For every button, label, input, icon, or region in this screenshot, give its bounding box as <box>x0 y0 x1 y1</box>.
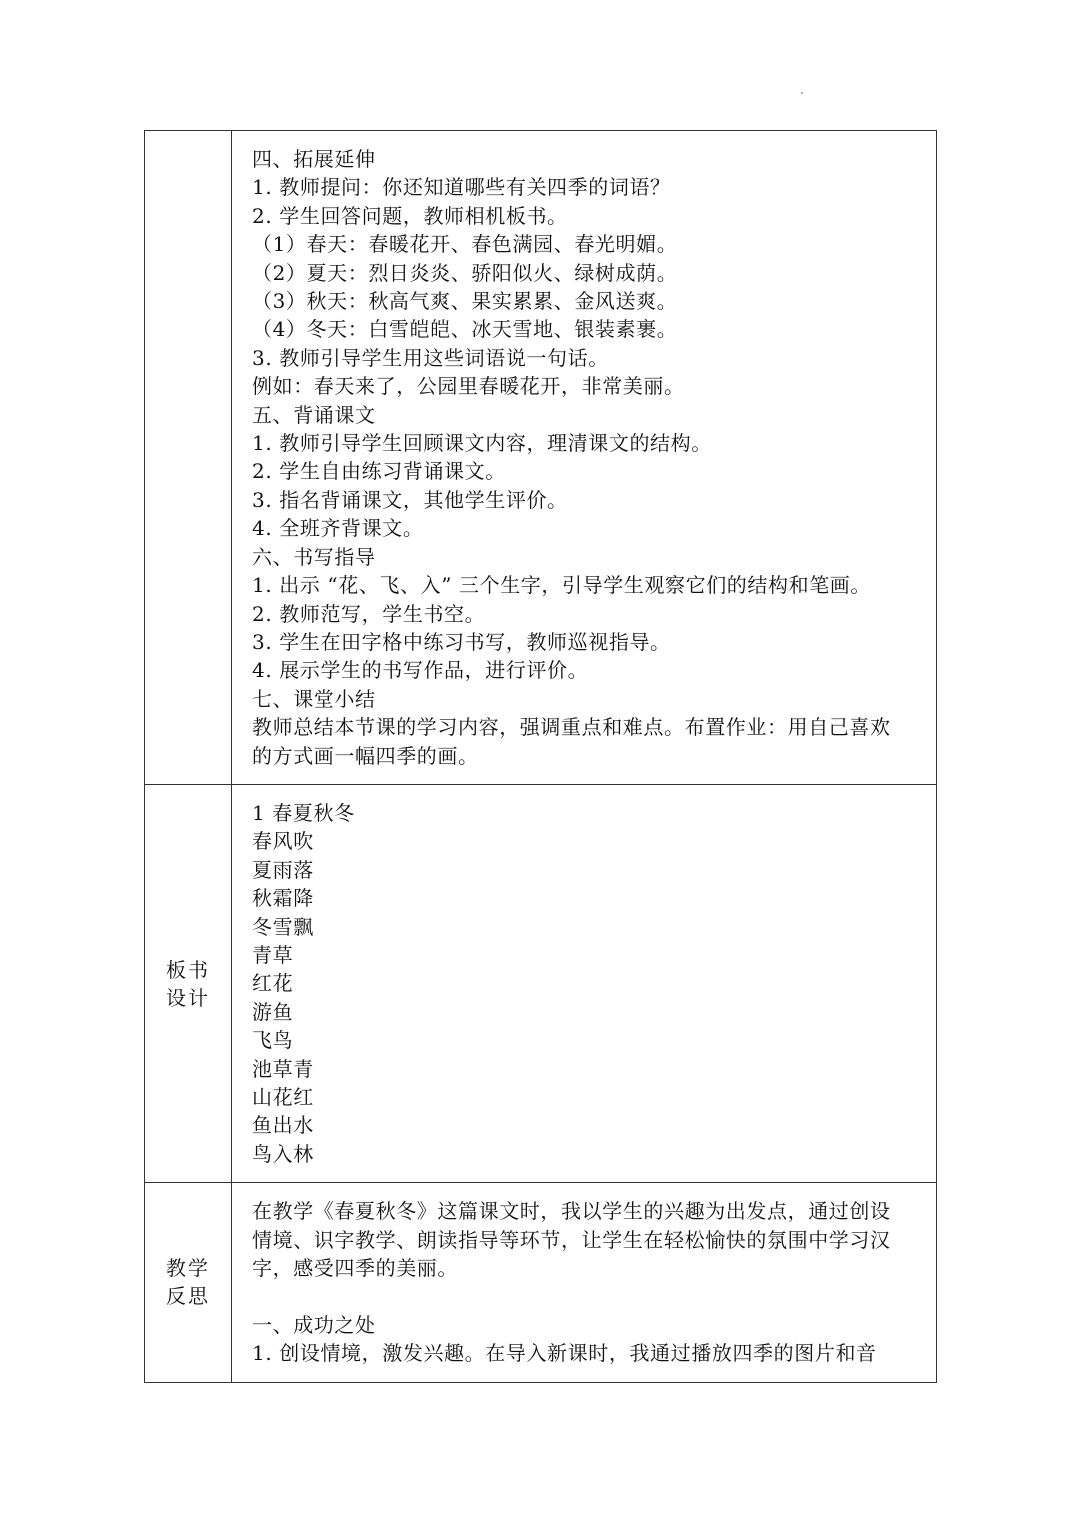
board-line: 鸟入林 <box>252 1141 314 1166</box>
label-line: 教学 <box>166 1256 210 1281</box>
reflection-content-cell <box>232 1183 937 1382</box>
board-line: 青草 <box>252 942 294 967</box>
activity-content-cell <box>232 131 937 785</box>
text-line: 1. 出示 “花、飞、入” 三个生字，引导学生观察它们的结构和笔画。 <box>252 573 872 598</box>
text-line: （1）春天：春暖花开、春色满园、春光明媚。 <box>252 232 678 257</box>
board-line: 红花 <box>252 971 294 996</box>
text-line: 例如：春天来了，公园里春暖花开，非常美丽。 <box>252 374 685 399</box>
text-line: 3. 学生在田字格中练习书写，教师巡视指导。 <box>252 629 671 654</box>
section-heading: 一、成功之处 <box>252 1312 376 1337</box>
text-line: 1. 教师引导学生回顾课文内容，理清课文的结构。 <box>252 431 712 456</box>
text-line: 3. 教师引导学生用这些词语说一句话。 <box>252 345 609 370</box>
board-title: 1 春夏秋冬 <box>252 800 355 825</box>
reflection-row <box>145 1183 937 1382</box>
board-line: 秋霜降 <box>252 886 314 911</box>
board-line: 春风吹 <box>252 829 314 854</box>
reflection-content <box>232 1183 936 1381</box>
text-line: 1. 教师提问：你还知道哪些有关四季的词语？ <box>252 175 671 200</box>
reflection-intro-line: 在教学《春夏秋冬》这篇课文时，我以学生的兴趣为出发点，通过创设 <box>252 1199 891 1224</box>
text-line: 1. 创设情境，激发兴趣。在导入新课时，我通过播放四季的图片和音 <box>252 1341 877 1366</box>
activity-label-cell <box>145 131 232 785</box>
board-line: 夏雨落 <box>252 857 314 882</box>
blank-line <box>252 1282 922 1310</box>
label-line: 板书 <box>166 957 210 982</box>
text-line: 教师总结本节课的学习内容，强调重点和难点。布置作业：用自己喜欢 <box>252 715 891 740</box>
page-speck <box>801 92 803 94</box>
board-line: 鱼出水 <box>252 1113 314 1138</box>
board-line: 冬雪飘 <box>252 914 314 939</box>
board-design-content-cell <box>232 784 937 1182</box>
text-line: 2. 学生回答问题，教师相机板书。 <box>252 203 568 228</box>
board-line: 山花红 <box>252 1085 314 1109</box>
text-line: 4. 全班齐背课文。 <box>252 516 424 541</box>
board-design-label-cell <box>145 784 232 1182</box>
label-line: 反思 <box>166 1284 210 1309</box>
board-design-row <box>145 784 937 1182</box>
reflection-intro-line: 字，感受四季的美丽。 <box>252 1256 458 1281</box>
activity-content <box>232 131 936 784</box>
board-design-content <box>232 785 936 1182</box>
board-design-label <box>145 956 231 1012</box>
text-line: （4）冬天：白雪皑皑、冰天雪地、银装素裹。 <box>252 317 678 342</box>
board-line: 池草青 <box>252 1056 314 1081</box>
text-line: （2）夏天：烈日炎炎、骄阳似火、绿树成荫。 <box>252 260 678 285</box>
section-heading: 六、书写指导 <box>252 544 376 569</box>
text-line: 3. 指名背诵课文，其他学生评价。 <box>252 487 568 512</box>
section-heading: 七、课堂小结 <box>252 686 376 711</box>
text-line: 的方式画一幅四季的画。 <box>252 743 479 768</box>
text-line: 2. 学生自由练习背诵课文。 <box>252 459 506 484</box>
board-line: 游鱼 <box>252 999 294 1024</box>
reflection-label-cell <box>145 1183 232 1382</box>
section-heading: 五、背诵课文 <box>252 402 376 427</box>
label-line: 设计 <box>166 985 210 1010</box>
reflection-intro-line: 情境、识字教学、朗读指导等环节，让学生在轻松愉快的氛围中学习汉 <box>252 1227 891 1252</box>
reflection-label <box>145 1254 231 1310</box>
lesson-plan-table <box>144 130 937 1383</box>
text-line: 4. 展示学生的书写作品，进行评价。 <box>252 658 589 683</box>
section-heading: 四、拓展延伸 <box>252 147 376 171</box>
activity-row <box>145 131 937 785</box>
text-line: 2. 教师范写，学生书空。 <box>252 601 486 626</box>
text-line: （3）秋天：秋高气爽、果实累累、金风送爽。 <box>252 289 678 314</box>
board-line: 飞鸟 <box>252 1028 294 1053</box>
